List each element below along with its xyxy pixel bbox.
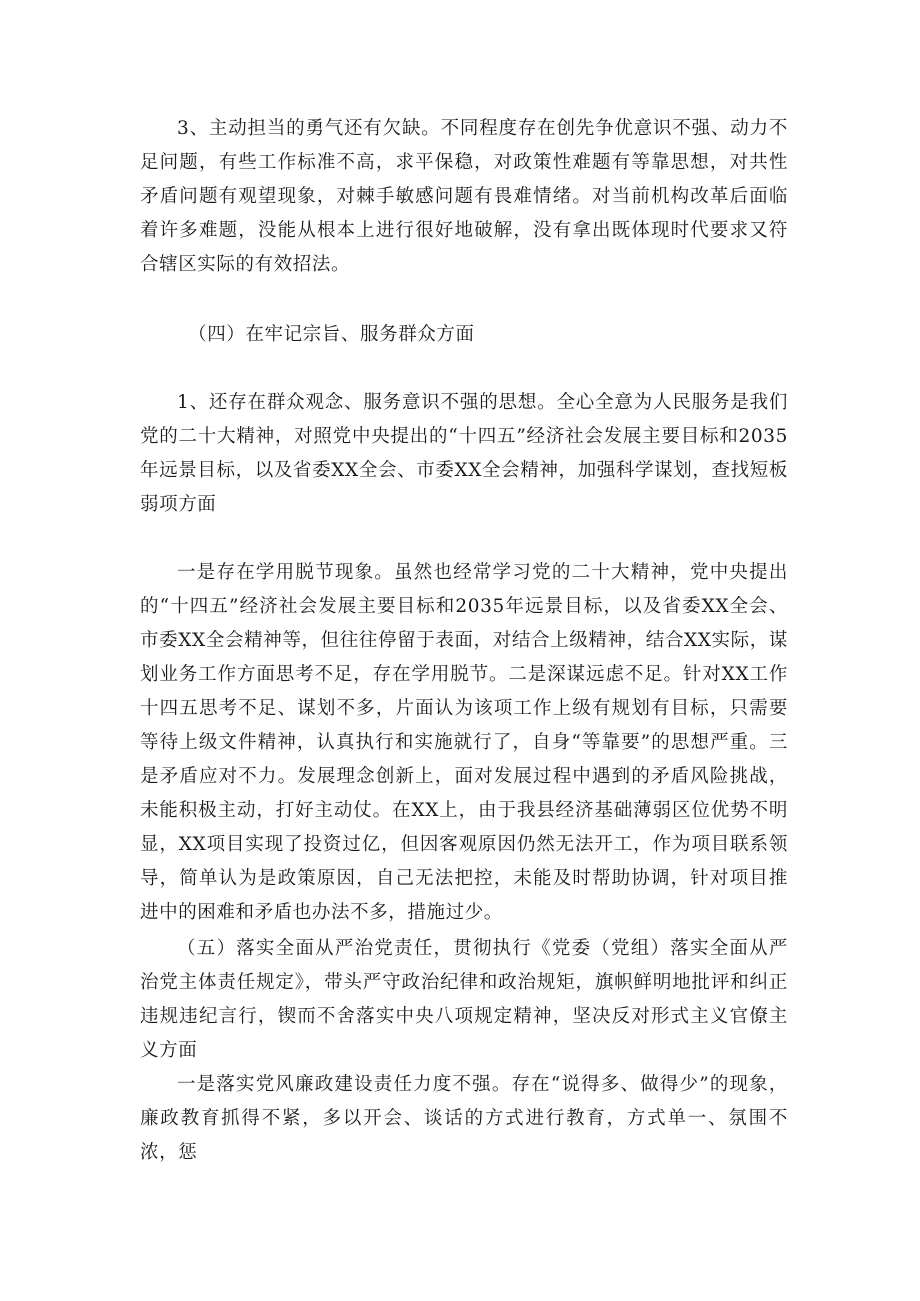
section-heading-four: （四）在牢记宗旨、服务群众方面 — [188, 324, 475, 345]
paragraph-courage-lacking: 3、主动担当的勇气还有欠缺。不同程度存在创先争优意识不强、动力不足问题，有些工作标准不高，求平保稳，对政策性难题有等靠思想，对共性矛盾问题有观望现象，对棘手敏感问题有畏难情绪。对当前机构改革后面临着许多难题，没能从根本上进行很好地破解，没有拿出既体现时代要求又符合辖区实际的有效招法。 — [140, 118, 788, 275]
paragraph-study-practice: 一是存在学用脱节现象。虽然也经常学习党的二十大精神，党中央提出的“十四五”经济社会发展主要目标和2035年远景目标，以及省委XX全会、市委XX全会精神等，但往往停留于表面，对结合上级精神，结合XX实际，谋划业务工作方面思考不足，存在学用脱节。二是深谋远虑不足。针对XX工作十四五思考不足、谋划不多，片面认为该项工作上级有规划有目标，只需要等待上级文件精神，认真执行和实施就行了，自身“等靠要”的思想严重。三是矛盾应对不力。发展理念创新上，面对发展过程中遇到的矛盾风险挑战，未能积极主动，打好主动仗。在XX上，由于我县经济基础薄弱区位优势不明显，XX项目实现了投资过亿，但因客观原因仍然无法开工，作为项目联系领导，简单认为是政策原因，自己无法把控，未能及时帮助协调，针对项目推进中的困难和矛盾也办法不多，措施过少。 — [140, 562, 788, 923]
paragraph-clean-governance: 一是落实党风廉政建设责任力度不强。存在“说得多、做得少”的现象，廉政教育抓得不紧，多以开会、谈话的方式进行教育，方式单一、氛围不浓，惩 — [140, 1074, 788, 1163]
paragraph-mass-service: 1、还存在群众观念、服务意识不强的思想。全心全意为人民服务是我们党的二十大精神，对照党中央提出的“十四五”经济社会发展主要目标和2035年远景目标，以及省委XX全会、市委XX全会精神，加强科学谋划，查找短板弱项方面 — [140, 392, 788, 515]
section-heading-five: （五）落实全面从严治党责任，贯彻执行《党委（党组）落实全面从严治党主体责任规定》，带头严守政治纪律和政治规矩，旗帜鲜明地批评和纠正违规违纪言行，锲而不舍落实中央八项规定精神，坚决反对形式主义官僚主义方面 — [140, 938, 788, 1061]
